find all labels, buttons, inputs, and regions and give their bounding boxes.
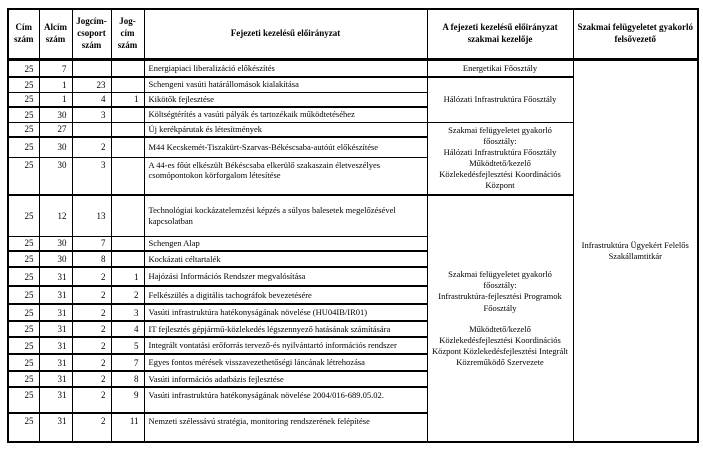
header-cell-eloiranyzat: Fejezeti kezelésű előirányzat [144,9,427,60]
jogcim-csoport-szam-cell: 2 [72,267,111,286]
cim-szam-cell: 25 [8,137,39,157]
cim-szam-cell: 25 [8,286,39,304]
szakmai-kezelo-text: Hálózati Infrastruktúra Főosztály [443,94,557,105]
eloiranyzat-cell: A 44-es főút elkészült Békéscsaba elkerülő szakaszain életveszélyes csomópontokon körforgalom létesítése [144,157,427,195]
cim-szam-cell: 25 [8,304,39,321]
eloiranyzat-cell: Kockázati céltartalék [144,251,427,267]
jogcim-csoport-szam-cell: 2 [72,137,111,157]
header-cell-jogcim_csoport: Jogcím-csoport szám [72,9,111,60]
cim-szam-cell: 25 [8,371,39,387]
cim-szam-cell: 25 [8,92,39,107]
cim-szam-cell: 25 [8,387,39,413]
eloiranyzat-cell: Költségtérítés a vasúti pályák és tartozékaik működtetéséhez [144,107,427,122]
eloiranyzat-cell: Vasúti információs adatbázis fejlesztése [144,371,427,387]
eloiranyzat-cell: M44 Kecskemét-Tiszakürt-Szarvas-Békéscsaba-autóút előkészítése [144,137,427,157]
jogcim-szam-cell [111,137,144,157]
alcim-szam-cell: 31 [39,267,72,286]
table-header [8,9,698,60]
jogcim-csoport-szam-cell: 7 [72,236,111,251]
alcim-szam-cell: 31 [39,337,72,354]
jogcim-csoport-szam-cell: 2 [72,371,111,387]
eloiranyzat-cell: IT fejlesztés gépjármű-közlekedés légszennyező hatásának számítására [144,321,427,337]
alcim-szam-cell: 31 [39,321,72,337]
eloiranyzat-cell: Egyes fontos mérések visszavezethetőségi láncának létrehozása [144,354,427,371]
cim-szam-cell: 25 [8,77,39,92]
alcim-szam-cell: 30 [39,236,72,251]
cim-szam-cell: 25 [8,321,39,337]
jogcim-szam-cell [111,251,144,267]
eloiranyzat-cell: Technológiai kockázatelemzési képzés a súlyos balesetek megelőzésével kapcsolatban [144,195,427,236]
eloiranyzat-cell: Schengeni vasúti határállomások kialakítása [144,77,427,92]
jogcim-csoport-szam-cell [72,122,111,137]
header-row [8,9,698,60]
alcim-szam-cell: 27 [39,122,72,137]
szakmai-kezelo-cell [427,60,573,78]
alcim-szam-cell: 31 [39,387,72,413]
jogcim-szam-cell: 1 [111,267,144,286]
header-cell-alcim: Alcím szám [39,9,72,60]
szakmai-kezelo-cell [427,77,573,122]
eloiranyzat-cell: Kikötők fejlesztése [144,92,427,107]
cim-szam-cell: 25 [8,107,39,122]
table-row [8,60,698,78]
jogcim-csoport-szam-cell: 8 [72,251,111,267]
eloiranyzat-cell: Nemzeti szélessávú stratégia, monitoring rendszerének felépítése [144,413,427,442]
eloiranyzat-cell: Felkészülés a digitális tachográfok bevezetésére [144,286,427,304]
jogcim-szam-cell [111,122,144,137]
szakmai-kezelo-text: Szakmai felügyeletet gyakorló főosztály: [448,269,552,291]
jogcim-csoport-szam-cell [72,60,111,78]
header-cell-kezelo: A fejezeti kezelésű előirányzat szakmai kezelője [427,9,573,60]
jogcim-szam-cell: 7 [111,354,144,371]
cim-szam-cell: 25 [8,195,39,236]
jogcim-csoport-szam-cell: 3 [72,157,111,195]
header-cell-felsovezeto: Szakmai felügyeletet gyakorló felsővezető [573,9,698,60]
szakmai-kezelo-text: Szakmai felügyeletet gyakorló főosztály: [448,125,552,147]
eloiranyzat-cell: Energiapiaci liberalizáció előkészítés [144,60,427,78]
budget-table [7,8,699,443]
eloiranyzat-cell: Vasúti infrastruktúra hatékonyságának növelése 2004/016-689.05.02. [144,387,427,413]
alcim-szam-cell: 1 [39,77,72,92]
szakmai-kezelo-text: Működtető/kezelő [469,158,531,169]
felsovezeto-cell: Infrastruktúra Ügyekért Felelős Szakállamtitkár [573,60,698,443]
header-cell-jogcim: Jog-cím szám [111,9,144,60]
jogcim-szam-cell [111,77,144,92]
alcim-szam-cell: 30 [39,107,72,122]
alcim-szam-cell: 12 [39,195,72,236]
eloiranyzat-cell: Vasúti infrastruktúra hatékonyságának növelése (HU04IB/IR01) [144,304,427,321]
jogcim-szam-cell: 8 [111,371,144,387]
alcim-szam-cell: 31 [39,413,72,442]
jogcim-csoport-szam-cell: 2 [72,321,111,337]
jogcim-szam-cell [111,107,144,122]
jogcim-csoport-szam-cell: 2 [72,387,111,413]
alcim-szam-cell: 31 [39,371,72,387]
jogcim-szam-cell: 3 [111,304,144,321]
cim-szam-cell: 25 [8,251,39,267]
jogcim-csoport-szam-cell: 2 [72,304,111,321]
szakmai-kezelo-text [431,314,570,324]
jogcim-csoport-szam-cell: 2 [72,354,111,371]
jogcim-csoport-szam-cell: 2 [72,413,111,442]
jogcim-csoport-szam-cell: 2 [72,286,111,304]
szakmai-kezelo-text: Közlekedésfejlesztési Koordinációs Központ Közlekedésfejlesztési Integrált Közreműködő Szervezete [432,334,568,367]
alcim-szam-cell: 31 [39,354,72,371]
header-cell-cim: Cím szám [8,9,39,60]
jogcim-szam-cell [111,236,144,251]
szakmai-kezelo-text: Infrastruktúra-fejlesztési Programok Főosztály [438,291,562,313]
alcim-szam-cell: 30 [39,157,72,195]
szakmai-kezelo-text: Közlekedésfejlesztési Koordinációs Központ [439,169,561,191]
alcim-szam-cell: 31 [39,286,72,304]
eloiranyzat-cell: Integrált vontatási erőforrás tervező-és nyilvántartó információs rendszer [144,337,427,354]
alcim-szam-cell: 1 [39,92,72,107]
jogcim-csoport-szam-cell: 13 [72,195,111,236]
jogcim-szam-cell: 1 [111,92,144,107]
cim-szam-cell: 25 [8,236,39,251]
table-body [8,60,698,443]
jogcim-csoport-szam-cell: 23 [72,77,111,92]
alcim-szam-cell: 31 [39,304,72,321]
eloiranyzat-cell: Schengen Alap [144,236,427,251]
cim-szam-cell: 25 [8,413,39,442]
cim-szam-cell: 25 [8,122,39,137]
alcim-szam-cell: 7 [39,60,72,78]
alcim-szam-cell: 30 [39,137,72,157]
szakmai-kezelo-cell [427,195,573,442]
szakmai-kezelo-text: Hálózati Infrastruktúra Főosztály [443,147,557,158]
jogcim-szam-cell: 9 [111,387,144,413]
jogcim-szam-cell: 11 [111,413,144,442]
szakmai-kezelo-cell [427,122,573,195]
jogcim-szam-cell [111,195,144,236]
alcim-szam-cell: 30 [39,251,72,267]
cim-szam-cell: 25 [8,337,39,354]
szakmai-kezelo-text: Működtető/kezelő [469,323,531,334]
jogcim-szam-cell: 2 [111,286,144,304]
jogcim-szam-cell [111,60,144,78]
jogcim-szam-cell [111,157,144,195]
cim-szam-cell: 25 [8,354,39,371]
jogcim-szam-cell: 4 [111,321,144,337]
jogcim-csoport-szam-cell: 4 [72,92,111,107]
cim-szam-cell: 25 [8,60,39,78]
jogcim-csoport-szam-cell: 3 [72,107,111,122]
jogcim-szam-cell: 5 [111,337,144,354]
cim-szam-cell: 25 [8,267,39,286]
jogcim-csoport-szam-cell: 2 [72,337,111,354]
cim-szam-cell: 25 [8,157,39,195]
szakmai-kezelo-text: Energetikai Főosztály [462,63,538,73]
eloiranyzat-cell: Új kerékpárutak és létesítmények [144,122,427,137]
eloiranyzat-cell: Hajózási Információs Rendszer megvalósítása [144,267,427,286]
